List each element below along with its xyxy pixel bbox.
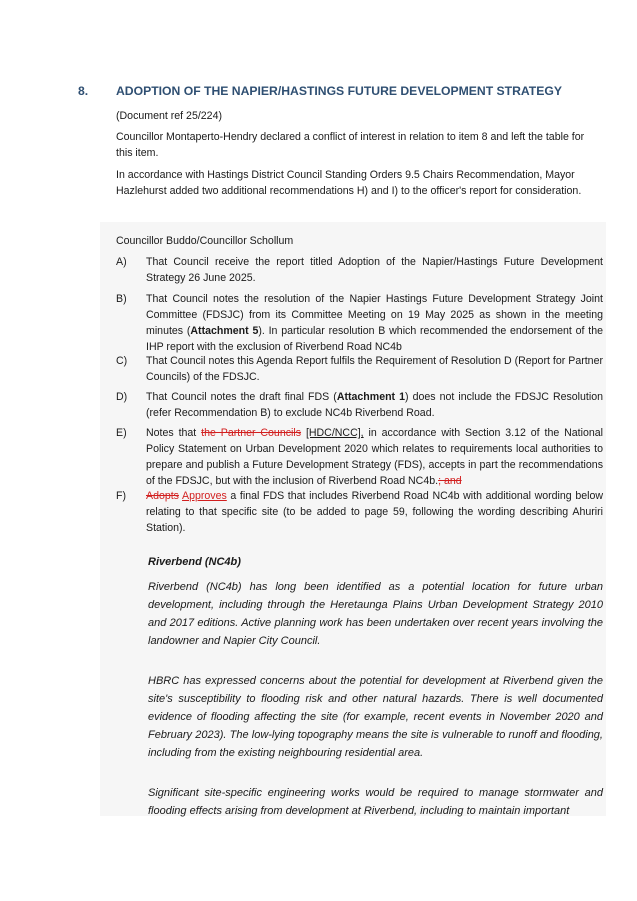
insert-paragraph-3: Significant site-specific engineering works would be required to manage stormwater and flooding effects arising from development at Riverbend, including to maintain important [148, 787, 603, 817]
recommendation-letter: B) [116, 293, 127, 305]
section-title: ADOPTION OF THE NAPIER/HASTINGS FUTURE DEVELOPMENT STRATEGY [116, 84, 562, 98]
recommendation-e [116, 425, 603, 489]
document-reference: (Document ref 25/224) [116, 110, 222, 122]
text-segment: Notes that [146, 427, 202, 439]
recommendation-letter: F) [116, 490, 126, 502]
section-heading [78, 84, 618, 98]
section-number: 8. [78, 84, 89, 98]
insert-paragraph-2: HBRC has expressed concerns about the potential for development at Riverbend given the site's susceptibility to flooding risk and other natural hazards. There is well documented evidence of flooding affecting the site (for example, recent events in November 2020 and February 2023). The low-lying topography means the site is vulnerable to runoff and flooding, including from the existing neighbouring residential area. [148, 675, 603, 759]
recommendation-text [146, 389, 603, 421]
recommendation-letter: E) [116, 427, 127, 439]
recommendation-d [116, 389, 603, 421]
deleted-text: the Partner Councils [201, 427, 302, 439]
recommendation-text [146, 291, 603, 355]
recommendation-f [116, 488, 603, 536]
inserted-text: [HDC/NCC], [305, 427, 364, 439]
deleted-text: ; and [438, 475, 462, 487]
text-segment: ). In particular resolution B which recommended the endorsement of the IHP report with the exclusion of Riverbend Road NC4b [146, 325, 603, 353]
movers: Councillor Buddo/Councillor Schollum [116, 235, 294, 247]
recommendation-letter: D) [116, 391, 128, 403]
text-segment: ) does not include the FDSJC Resolution (refer Recommendation B) to exclude NC4b Riverbend Road. [146, 391, 603, 419]
attachment-reference: Attachment 5 [190, 325, 259, 337]
deleted-text: Adopts [146, 490, 179, 502]
recommendation-text [146, 425, 603, 489]
insert-title: Riverbend (NC4b) [148, 556, 241, 568]
recommendation-letter: A) [116, 256, 127, 268]
recommendation-a [116, 254, 603, 286]
text-segment: That Council notes the resolution of the Napier Hastings Future Development Strategy Joint Committee (FDSJC) from its Committee Meeting on 19 May 2025 as shown in the meeting minutes ( [146, 293, 603, 337]
standing-orders-paragraph: In accordance with Hastings District Council Standing Orders 9.5 Chairs Recommendation, Mayor Hazlehurst added two additional recommendations H) and I) to the officer's report for consideration. [116, 169, 582, 197]
attachment-reference: Attachment 1 [336, 391, 406, 403]
recommendation-text: That Council receive the report titled Adoption of the Napier/Hastings Future Development Strategy 26 June 2025. [146, 256, 603, 284]
conflict-paragraph: Councillor Montaperto-Hendry declared a conflict of interest in relation to item 8 and left the table for this item. [116, 131, 585, 159]
insert-paragraph-1: Riverbend (NC4b) has long been identified as a potential location for future urban development, including through the Heretaunga Plains Urban Development Strategy 2010 and 2017 editions. Active planning work has been undertaken over recent years involving the landowner and Napier City Council. [148, 581, 603, 647]
inserted-text: Approves [182, 490, 227, 502]
recommendation-b [116, 291, 603, 355]
recommendation-letter: C) [116, 355, 128, 367]
text-segment: in accordance with Section 3.12 of the National Policy Statement on Urban Development 2020 which relates to requirements local authorities to prepare and publish a Future Development Strategy (FDS), accepts in part the recommendations of the FDSJC, but with the inclusion of Riverbend Road NC4b. [146, 427, 604, 487]
recommendation-text [146, 488, 603, 536]
text-segment: That Council notes the draft final FDS ( [146, 391, 337, 403]
recommendation-c [116, 353, 603, 385]
recommendation-text: That Council notes this Agenda Report fulfils the Requirement of Resolution D (Report for Partner Councils) of the FDSJC. [146, 355, 603, 383]
text-segment: a final FDS that includes Riverbend Road NC4b with additional wording below relating to that specific site (to be added to page 59, following the wording describing Ahuriri Station). [146, 490, 604, 534]
